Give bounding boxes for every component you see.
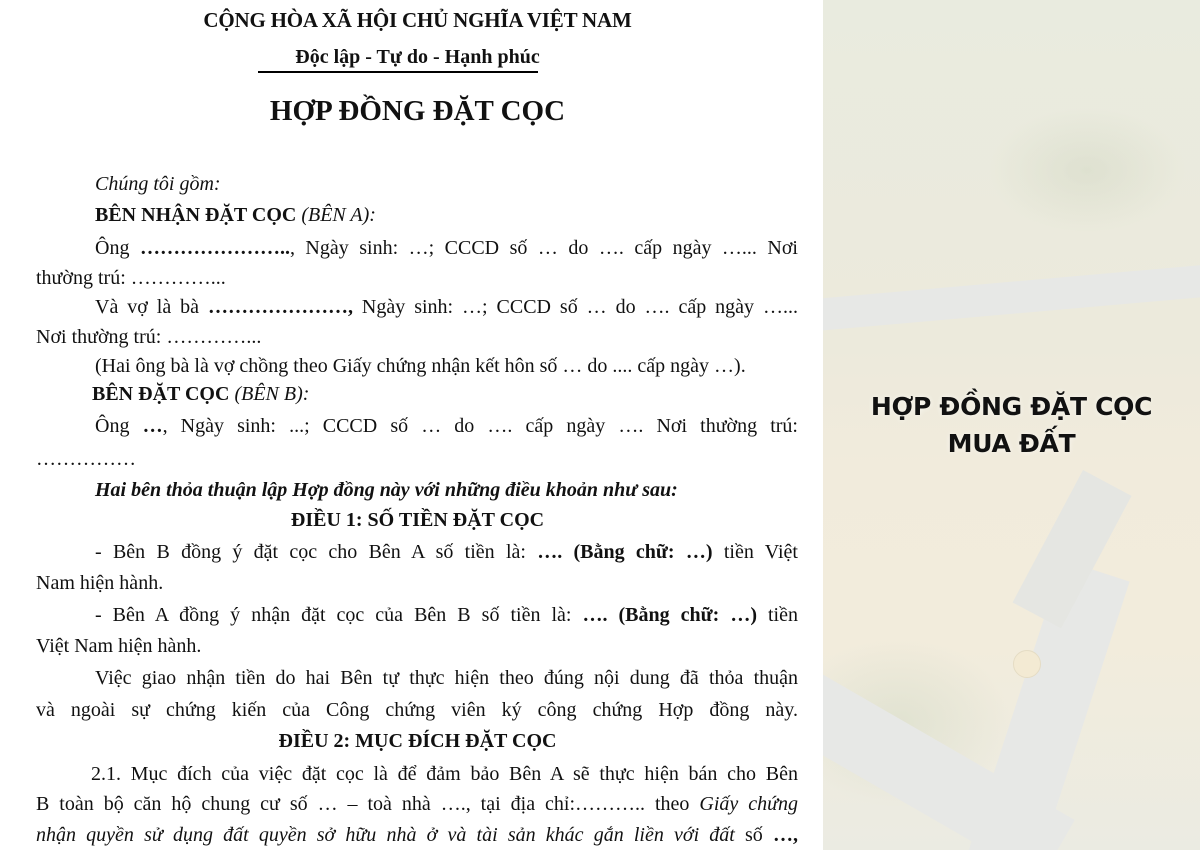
party-a-heading: BÊN NHẬN ĐẶT CỌC (BÊN A):	[95, 204, 376, 226]
motto-underline	[258, 71, 538, 73]
article-2-para: nhận quyền sử dụng đất quyền sở hữu nhà ở và tài sản khác gắn liền với đất số …,	[36, 824, 798, 846]
party-a-line: Ông ………………….., Ngày sinh: …; CCCD số … do …. cấp ngày …... Nơi	[95, 237, 798, 259]
article-2-heading: ĐIỀU 2: MỤC ĐÍCH ĐẶT CỌC	[278, 730, 557, 752]
motto: Độc lập - Tự do - Hạnh phúc	[295, 46, 540, 68]
intro-text: Chúng tôi gồm:	[95, 173, 221, 195]
panel-title: HỢP ĐỒNG ĐẶT CỌC MUA ĐẤT	[870, 392, 1153, 458]
article-1-para: Việt Nam hiện hành.	[36, 635, 202, 657]
party-a-line: Và vợ là bà …………………, Ngày sinh: …; CCCD số … do …. cấp ngày …...	[95, 296, 798, 318]
agreement-text: Hai bên thỏa thuận lập Hợp đồng này với những điều khoản như sau:	[95, 479, 678, 501]
party-a-line: thường trú: …………...	[36, 267, 226, 289]
article-2-para: 2.1. Mục đích của việc đặt cọc là để đảm bảo Bên A sẽ thực hiện bán cho Bên	[91, 763, 798, 785]
side-panel-aerial-image	[823, 0, 1200, 850]
document-title: HỢP ĐỒNG ĐẶT CỌC	[269, 95, 566, 127]
article-1-para: và ngoài sự chứng kiến của Công chứng viên ký công chứng Hợp đồng này.	[36, 699, 798, 721]
article-1-para: Việc giao nhận tiền do hai Bên tự thực hiện theo đúng nội dung đã thỏa thuận	[95, 667, 798, 689]
party-a-line: (Hai ông bà là vợ chồng theo Giấy chứng nhận kết hôn số … do .... cấp ngày …).	[95, 355, 746, 377]
national-header: CỘNG HÒA XÃ HỘI CHỦ NGHĨA VIỆT NAM	[203, 8, 632, 32]
road-shape	[823, 263, 1200, 331]
article-1-para: Nam hiện hành.	[36, 572, 164, 594]
party-b-line: ……………	[36, 448, 136, 470]
article-1-para: - Bên A đồng ý nhận đặt cọc của Bên B số tiền là: …. (Bằng chữ: …) tiền	[95, 604, 798, 626]
article-1-heading: ĐIỀU 1: SỐ TIỀN ĐẶT CỌC	[290, 509, 545, 531]
party-a-line: Nơi thường trú: …………...	[36, 326, 262, 348]
article-2-para: B toàn bộ căn hộ chung cư số … – toà nhà …., tại địa chỉ:……….. theo Giấy chứng	[36, 793, 798, 815]
article-1-para: - Bên B đồng ý đặt cọc cho Bên A số tiền là: …. (Bằng chữ: …) tiền Việt	[95, 541, 798, 563]
party-b-line: Ông …, Ngày sinh: ...; CCCD số … do …. cấp ngày …. Nơi thường trú:	[95, 415, 798, 437]
party-b-heading: BÊN ĐẶT CỌC (BÊN B):	[92, 383, 310, 405]
round-feature	[1013, 650, 1041, 678]
